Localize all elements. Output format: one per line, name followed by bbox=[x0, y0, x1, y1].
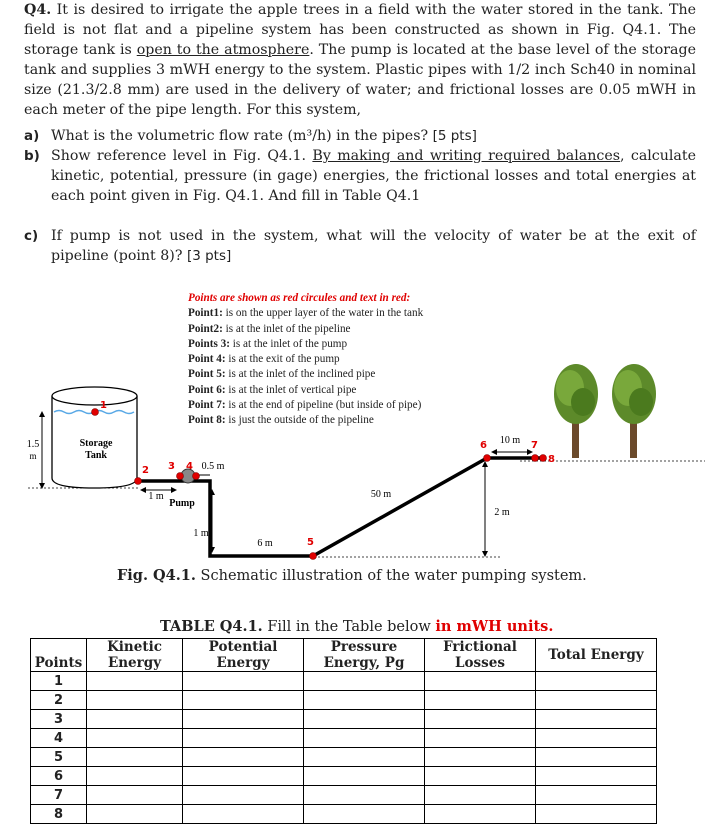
legend-item: Point 8: is just the outside of the pipeline bbox=[188, 414, 374, 427]
legend-title: Points are shown as red circules and text in red: bbox=[188, 292, 411, 304]
dim-10m: 10 m bbox=[499, 435, 521, 446]
cell-input[interactable] bbox=[425, 767, 536, 786]
header-points: Points bbox=[31, 639, 87, 672]
row-point: 6 bbox=[31, 767, 87, 786]
dim-50m: 50 m bbox=[370, 489, 392, 500]
point-4-label: 4 bbox=[186, 461, 193, 472]
cell-input[interactable] bbox=[536, 710, 657, 729]
cell-input[interactable] bbox=[87, 672, 183, 691]
part-c-text: If pump is not used in the system, what will the velocity of water be at the exit of pipeline (point 8)? bbox=[51, 228, 696, 264]
header-total: Total Energy bbox=[536, 639, 657, 672]
point-1-label: 1 bbox=[100, 400, 107, 411]
legend-item: Point 5: is at the inlet of the inclined pipe bbox=[188, 368, 376, 381]
cell-input[interactable] bbox=[536, 691, 657, 710]
cell-input[interactable] bbox=[304, 691, 425, 710]
header-potential: Potential Energy bbox=[183, 639, 304, 672]
cell-input[interactable] bbox=[536, 767, 657, 786]
cell-input[interactable] bbox=[87, 691, 183, 710]
point-7-label: 7 bbox=[531, 440, 538, 451]
cell-input[interactable] bbox=[87, 710, 183, 729]
table-row bbox=[31, 672, 657, 691]
cell-input[interactable] bbox=[536, 786, 657, 805]
point-8-marker bbox=[540, 455, 547, 462]
apple-tree-icon bbox=[554, 364, 598, 458]
part-a-points: [5 pts] bbox=[432, 128, 477, 144]
cell-input[interactable] bbox=[425, 691, 536, 710]
row-point: 7 bbox=[31, 786, 87, 805]
intro-text-1: It is desired to irrigate the apple trees in a field with the water stored in the tank. The field is not flat and a pipeline system has been constructed as shown in Fig. Q4.1. The storage tank is bbox=[24, 2, 696, 58]
dim-tank-2: m bbox=[29, 451, 37, 461]
cell-input[interactable] bbox=[87, 805, 183, 824]
cell-input[interactable] bbox=[183, 748, 304, 767]
header-pressure: Pressure Energy, Pg bbox=[304, 639, 425, 672]
intro-text-2: . The pump is located at the base level of the storage tank and supplies 3 mWH energy to the system. Plastic pipes with 1/2 inch Sch40 in nominal size (21.3/2.8 mm) are used in the delivery of water; and frictional losses are 0.05 mWH in each meter of the pipe length. For this system, bbox=[24, 42, 696, 118]
part-b-text-2: , calculate kinetic, potential, pressure (in gage) energies, the frictional losses and total energies at each point given in Fig. Q4.1. And fill in Table Q4.1 bbox=[51, 148, 696, 204]
legend-item: Point 4: is at the exit of the pump bbox=[188, 353, 340, 366]
cell-input[interactable] bbox=[183, 710, 304, 729]
cell-input[interactable] bbox=[183, 805, 304, 824]
cell-input[interactable] bbox=[87, 767, 183, 786]
point-5-label: 5 bbox=[307, 537, 314, 548]
cell-input[interactable] bbox=[425, 729, 536, 748]
table-caption: TABLE Q4.1. Fill in the Table below in mWH units. bbox=[160, 618, 554, 635]
cell-input[interactable] bbox=[536, 729, 657, 748]
pump-label: Pump bbox=[169, 498, 195, 509]
cell-input[interactable] bbox=[183, 691, 304, 710]
cell-input[interactable] bbox=[425, 748, 536, 767]
cell-input[interactable] bbox=[304, 786, 425, 805]
cell-input[interactable] bbox=[304, 748, 425, 767]
part-b-label: b) bbox=[24, 148, 40, 164]
part-a-text: What is the volumetric flow rate (m³/h) in the pipes? bbox=[51, 128, 429, 144]
energy-table bbox=[30, 638, 657, 824]
table-row bbox=[31, 786, 657, 805]
tank-label-2: Tank bbox=[85, 450, 107, 461]
cell-input[interactable] bbox=[183, 786, 304, 805]
cell-input[interactable] bbox=[536, 672, 657, 691]
intro-open-atmosphere: open to the atmosphere bbox=[136, 42, 310, 58]
cell-input[interactable] bbox=[425, 805, 536, 824]
header-kinetic: Kinetic Energy bbox=[87, 639, 183, 672]
cell-input[interactable] bbox=[304, 805, 425, 824]
table-row bbox=[31, 805, 657, 824]
part-b-text-underlined: By making and writing required balances bbox=[312, 148, 620, 164]
point-6-marker bbox=[484, 455, 491, 462]
part-c-label: c) bbox=[24, 228, 39, 244]
table-row bbox=[31, 691, 657, 710]
point-3-marker bbox=[177, 473, 184, 480]
cell-input[interactable] bbox=[87, 729, 183, 748]
row-point: 5 bbox=[31, 748, 87, 767]
point-4-marker bbox=[193, 473, 200, 480]
row-point: 2 bbox=[31, 691, 87, 710]
legend-item: Point2: is at the inlet of the pipeline bbox=[188, 322, 351, 335]
tank-label-1: Storage bbox=[79, 438, 113, 449]
row-point: 4 bbox=[31, 729, 87, 748]
figure-caption: Fig. Q4.1. Schematic illustration of the water pumping system. bbox=[117, 567, 587, 584]
dim-tank-1: 1.5 bbox=[26, 439, 40, 450]
cell-input[interactable] bbox=[183, 767, 304, 786]
cell-input[interactable] bbox=[304, 710, 425, 729]
row-point: 1 bbox=[31, 672, 87, 691]
cell-input[interactable] bbox=[183, 729, 304, 748]
question-number: Q4. bbox=[24, 2, 52, 18]
part-b-text-1: Show reference level in Fig. Q4.1. bbox=[51, 148, 313, 164]
header-frictional: Frictional Losses bbox=[425, 639, 536, 672]
problem-intro bbox=[24, 0, 696, 120]
part-c-points: [3 pts] bbox=[186, 248, 232, 264]
cell-input[interactable] bbox=[87, 748, 183, 767]
point-1-marker bbox=[92, 409, 99, 416]
cell-input[interactable] bbox=[87, 786, 183, 805]
table-row bbox=[31, 729, 657, 748]
legend-item: Point1: is on the upper layer of the water in the tank bbox=[188, 307, 424, 320]
dim-6m: 6 m bbox=[257, 538, 273, 549]
dim-05m: 0.5 m bbox=[201, 461, 225, 472]
cell-input[interactable] bbox=[425, 786, 536, 805]
cell-input[interactable] bbox=[304, 729, 425, 748]
table-row bbox=[31, 748, 657, 767]
table-row bbox=[31, 767, 657, 786]
point-3-label: 3 bbox=[168, 461, 175, 472]
point-5-marker bbox=[310, 553, 317, 560]
cell-input[interactable] bbox=[425, 710, 536, 729]
part-a-label: a) bbox=[24, 128, 40, 144]
cell-input[interactable] bbox=[536, 805, 657, 824]
dim-1m-b: 1 m bbox=[193, 528, 209, 539]
row-point: 8 bbox=[31, 805, 87, 824]
row-point: 3 bbox=[31, 710, 87, 729]
pumping-system-diagram bbox=[0, 280, 715, 565]
legend-item: Points 3: is at the inlet of the pump bbox=[188, 337, 348, 350]
table-row bbox=[31, 710, 657, 729]
apple-tree-icon bbox=[612, 364, 656, 458]
point-7-marker bbox=[532, 455, 539, 462]
cell-input[interactable] bbox=[183, 672, 304, 691]
point-8-label: 8 bbox=[548, 454, 555, 465]
dim-1m-a: 1 m bbox=[148, 491, 164, 502]
point-2-label: 2 bbox=[142, 465, 149, 476]
cell-input[interactable] bbox=[536, 748, 657, 767]
cell-input[interactable] bbox=[425, 672, 536, 691]
cell-input[interactable] bbox=[304, 672, 425, 691]
dim-2m: 2 m bbox=[494, 507, 510, 518]
point-6-label: 6 bbox=[480, 440, 487, 451]
cell-input[interactable] bbox=[304, 767, 425, 786]
legend-item: Point 6: is at the inlet of vertical pipe bbox=[188, 383, 357, 396]
point-2-marker bbox=[135, 478, 142, 485]
legend-item: Point 7: is at the end of pipeline (but inside of pipe) bbox=[188, 399, 422, 412]
